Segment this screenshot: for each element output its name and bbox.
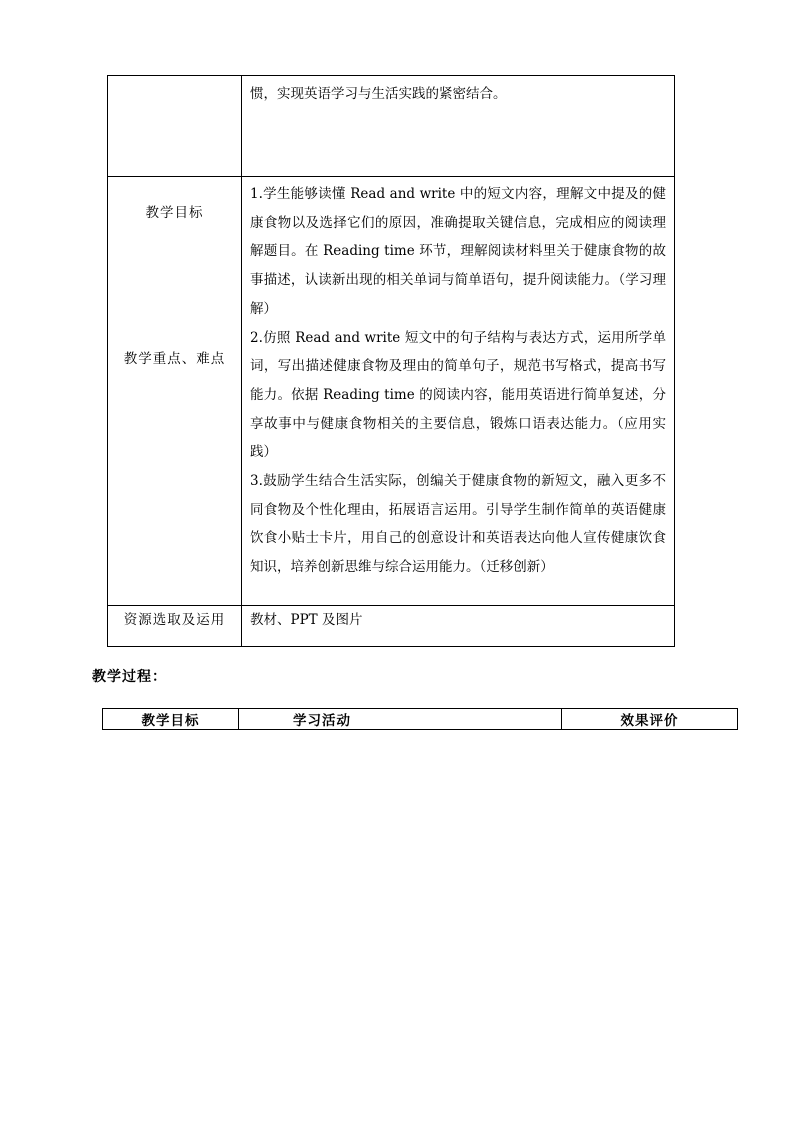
goals-label-cell [108,177,242,606]
goal-item-1: 1.学生能够读懂 Read and write 中的短文内容，理解文中提及的健康食物以及选择它们的原因，准确提取关键信息，完成相应的阅读理解题目。在 Reading time 环节，理解阅读材料里关于健康食物的故事描述，认读新出现的相关单词与简单语句，提升阅读能力。（学习理解） [250,186,666,317]
teaching-process-title: 教学过程： [92,669,167,685]
header-teaching-goal: 教学目标 [103,709,239,730]
key-points-label: 教学重点、难点 [123,351,226,367]
goals-cell [242,177,675,606]
continuation-text: 惯，实现英语学习与生活实践的紧密结合。 [250,86,507,102]
resource-label-cell: 资源选取及运用 [108,606,242,647]
resource-row [108,606,675,647]
goal-item-3: 3.鼓励学生结合生活实际，创编关于健康食物的新短文，融入更多不同食物及个性化理由，拓展语言运用。引导学生制作简单的英语健康饮食小贴士卡片，用自己的创意设计和英语表达向他人宣传健康饮食知识，培养创新思维与综合运用能力。（迁移创新） [250,473,666,576]
teaching-goal-label: 教学目标 [145,205,204,221]
process-header-row [103,709,738,730]
empty-label-cell [108,76,242,177]
continuation-cell [242,76,675,177]
goal-item-2: 2.仿照 Read and write 短文中的句子结构与表达方式，运用所学单词，写出描述健康食物及理由的简单句子，规范书写格式，提高书写能力。依据 Reading time 的阅读内容，能用英语进行简单复述，分享故事中与健康食物相关的主要信息，锻炼口语表达能力。（应用实践） [250,329,666,461]
resource-cell: 教材、PPT 及图片 [242,606,675,647]
header-learning-activity: 学习活动 [239,709,562,730]
continuation-row [108,76,675,177]
lesson-plan-table [107,75,675,647]
goals-row [108,177,675,606]
header-effect-evaluation: 效果评价 [562,709,738,730]
process-table [102,708,738,730]
